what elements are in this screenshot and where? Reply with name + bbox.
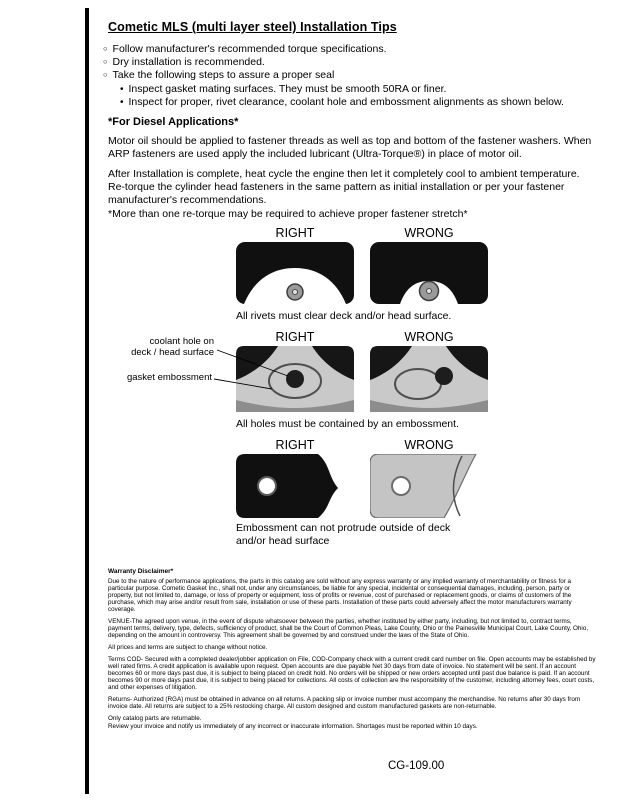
page-title: Cometic MLS (multi layer steel) Installation Tips: [108, 20, 397, 34]
disclaimer-paragraph: Review your invoice and notify us immediately of any incorrect or inaccurate information. Shortages must be reported within 10 days.: [108, 723, 478, 730]
list-item: ○ Dry installation is recommended.: [103, 56, 564, 69]
warranty-disclaimer: [108, 568, 596, 735]
coolant-hole-icon: [435, 367, 453, 385]
disclaimer-paragraph: Only catalog parts are returnable.: [108, 715, 202, 722]
wrong-label: WRONG: [404, 226, 454, 240]
disclaimer-paragraph: VENUE-The agreed upon venue, in the event of dispute whatsoever between the parties, whether instituted by either party, including, but not limited to, contract terms, payment terms, delivery, type, defects, sufficiency of product, shall be the Court of Common Pleas, Lake County, Ohio or the Painesville Municipal Court, Lake County, Ohio, depending on the amount in controversy. This agreement shall be governed by and construed under the laws of the State of Ohio.: [108, 618, 589, 639]
disclaimer-paragraph: Terms COD- Secured with a completed dealer/jobber application on File, COD-Company check with a current credit card number on file. Open accounts may be established by well rated firms. A credit application is available upon request. Open accounts are due payable Net 30 days from date of invoice. No statement will be sent. If an account becomes 60 or more days past due, it is subject to being placed on credit hold. No orders will be shipped or new orders accepted until past due balance is paid. If an account becomes 90 or more days past due, it is subject to being placed for collections. All costs of collection are the responsibility of the customer, including attorney fees, court costs, and other expenses of litigation.: [108, 656, 596, 691]
right-label: RIGHT: [275, 226, 315, 240]
coolant-hole-icon: [286, 370, 304, 388]
rivet-clearance-right-diagram: [236, 242, 354, 304]
retorque-note: *More than one re-torque may be required to achieve proper fastener stretch*: [108, 208, 468, 220]
hole-embossment-wrong-diagram: [370, 346, 488, 412]
embossment-edge-right-diagram: [236, 454, 354, 518]
disclaimer-paragraph: Due to the nature of performance applications, the parts in this catalog are sold without any express warranty or any implied warranty of merchantability or fitness for a particular purpose. Cometic Gasket Inc., shall not, under any circumstances, be liable for any special, incidental or consequential damages, including, person, party or property, but not limited to, damage, or loss of property or equipment, loss of profits or revenue, cost of purchased or replacement goods, or claims of customers of the purchase, which may arise and/or result from sale, installation or use of these parts. Installation of these parts could adversely affect the motor manufacturers warranty coverage.: [108, 578, 572, 613]
rivet-clearance-wrong-diagram: [370, 242, 488, 304]
left-border-rule: [85, 8, 89, 794]
right-label: RIGHT: [275, 330, 315, 344]
disclaimer-paragraph: All prices and terms are subject to change without notice.: [108, 644, 268, 651]
wrong-label: WRONG: [404, 330, 454, 344]
diagram-section: [100, 226, 602, 562]
diesel-paragraph-1: Motor oil should be applied to fastener threads as well as top and bottom of the fastener washers. When ARP fasteners are used apply the included lubricant (Ultra-Torque®) in place of motor oil.: [108, 135, 592, 160]
disclaimer-paragraph: Returns- Authorized (RGA) must be obtained in advance on all returns. A packing slip or invoice number must accompany the merchandise. No returns after 30 days from invoice date. All returns are subject to a 25% restocking charge. All custom designed and custom manufactured gaskets are non-returnable.: [108, 696, 581, 710]
list-item: ○ Follow manufacturer's recommended torque specifications.: [103, 43, 564, 56]
document-code: CG-109.00: [388, 760, 445, 772]
wrong-label: WRONG: [404, 438, 454, 452]
row1-caption: All rivets must clear deck and/or head surface.: [236, 310, 452, 322]
row3-caption: Embossment can not protrude outside of deck and/or head surface: [236, 522, 451, 547]
coolant-hole-callout: coolant hole on deck / head surface: [131, 336, 214, 358]
sub-list-item: • Inspect gasket mating surfaces. They must be smooth 50RA or finer.: [120, 83, 564, 96]
installation-tips-list: [103, 43, 564, 109]
sub-list-item: • Inspect for proper, rivet clearance, coolant hole and embossment alignments as shown below.: [120, 96, 564, 109]
right-label: RIGHT: [275, 438, 315, 452]
diesel-paragraph-2: After Installation is complete, heat cycle the engine then let it completely cool to ambient temperature. Re-torque the cylinder head fasteners in the same pattern as initial installation or per your fastener manufacturer's recommendations.: [108, 168, 580, 206]
row2-caption: All holes must be contained by an embossment.: [236, 418, 459, 430]
diesel-applications-heading: *For Diesel Applications*: [108, 116, 239, 128]
gasket-embossment-callout: gasket embossment: [126, 372, 212, 383]
bolt-hole-icon: [258, 477, 276, 495]
bolt-hole-icon: [392, 477, 410, 495]
disclaimer-heading: Warranty Disclaimer*: [108, 568, 174, 575]
embossment-edge-wrong-diagram: [370, 454, 488, 518]
list-item: ○ Take the following steps to assure a proper seal: [103, 69, 564, 82]
page-content: [100, 12, 602, 796]
hole-embossment-right-diagram: [236, 346, 354, 412]
